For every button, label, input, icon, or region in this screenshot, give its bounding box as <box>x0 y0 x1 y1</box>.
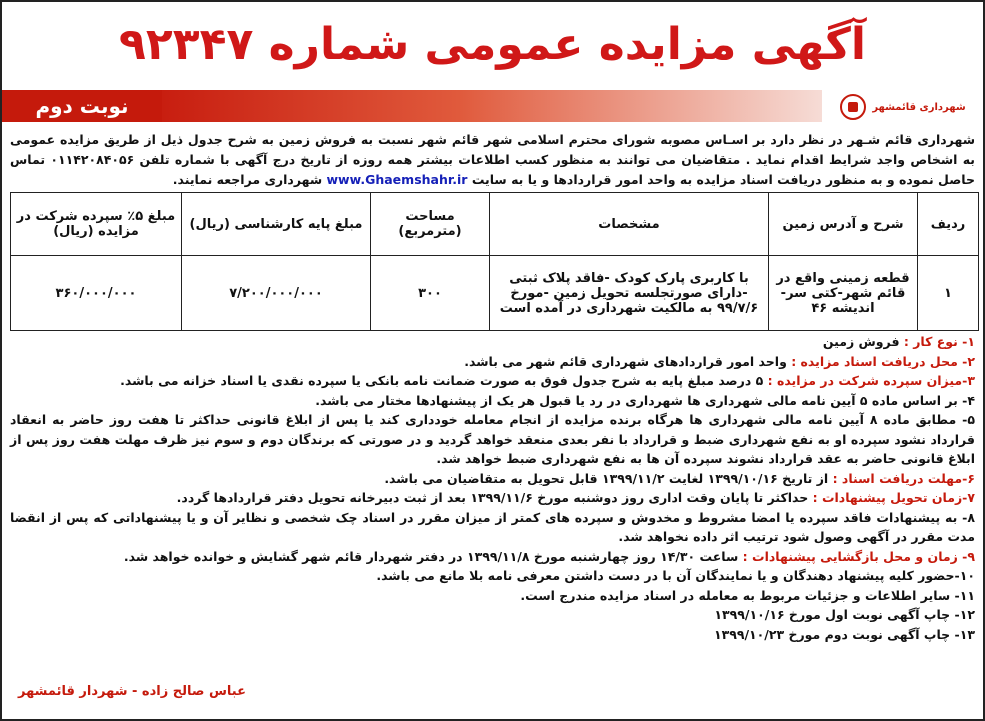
col-area: مساحت (مترمربع) <box>371 193 490 256</box>
mayor-signature: عباس صالح زاده - شهردار قائمشهر <box>18 684 246 699</box>
item-text: ۱۲- چاپ آگهی نوبت اول مورخ ۱۳۹۹/۱۰/۱۶ <box>714 607 975 622</box>
cell-base-price: ۷/۲۰۰/۰۰۰/۰۰۰ <box>182 256 371 331</box>
municipality-logo <box>828 86 978 128</box>
notice-round-badge: نوبت دوم <box>2 90 162 122</box>
item-text: ۵ درصد مبلغ پایه به شرح جدول فوق به صورت ضمانت نامه بانکی یا سپرده نقدی یا اسناد خزانه می باشد. <box>120 373 764 388</box>
item-text: از تاریخ ۱۳۹۹/۱۰/۱۶ لغایت ۱۳۹۹/۱۱/۲ قابل تحویل به متقاضیان می باشد. <box>384 470 829 486</box>
item-label: ۶-مهلت دریافت اسناد : <box>832 470 975 486</box>
list-item <box>10 547 975 567</box>
item-text: ۸- به پیشنهادات فاقد سپرده یا امضا مشروط و مخدوش و سپرده های کمتر از میزان مقرر در اسناد چک شخصی و نظایر آن و یا پیشنهاداتی که پس از انقضا مدت مقرر در آگهی وصول شود ترتیب اثر داده نخواهد شد. <box>10 509 975 544</box>
item-label: ۲- محل دریافت اسناد مزایده : <box>791 353 975 369</box>
item-text: حداکثر تا پایان وقت اداری روز دوشنبه مورخ ۱۳۹۹/۱۱/۶ بعد از ثبت دبیرخانه تحویل دفتر قراردادها گردد. <box>176 490 809 505</box>
col-specs: مشخصات <box>490 193 769 256</box>
list-item <box>10 508 975 547</box>
col-deposit: مبلغ ۵٪ سپرده شرکت در مزایده (ریال) <box>11 193 182 256</box>
cell-specs: با کاربری پارک کودک -فاقد پلاک ثبتی -دارای صورتجلسه تحویل زمین -مورخ ۹۹/۷/۶ به مالکیت شهرداری در آمده است <box>490 256 769 331</box>
list-item <box>10 605 975 625</box>
cell-deposit: ۳۶۰/۰۰۰/۰۰۰ <box>11 256 182 331</box>
land-table <box>10 192 979 331</box>
item-label: ۹- زمان و محل بازگشایی پیشنهادات : <box>742 548 975 564</box>
col-address: شرح و آدرس زمین <box>769 193 918 256</box>
table-row <box>11 256 979 331</box>
list-item <box>10 371 975 391</box>
item-text: فروش زمین <box>822 334 900 349</box>
item-text: ۵- مطابق ماده ۸ آیین نامه مالی شهرداری ها هرگاه برنده مزایده از انجام معامله خودداری کند یا پس از ابلاغ قانونی حداکثر تا هفت روز حاضر به انعقاد قرارداد نشود سپرده او به نفع شهرداری ضبط و قرارداد با نفر بعدی منعقد خواهد گردید و در صورتی که برندگان دوم و سوم نیز ظرف مهلت هفت روز پس از ابلاغ قانونی حاضر به عقد قرارداد نشوند سپرده آن ها به نفع شهرداری ضبط خواهد شد. <box>10 412 975 466</box>
website-link[interactable]: www.Ghaemshahr.ir <box>326 172 468 187</box>
item-text: ساعت ۱۴/۳۰ روز چهارشنبه مورخ ۱۳۹۹/۱۱/۸ در دفتر شهردار قائم شهر گشایش و خوانده خواهد شد. <box>123 548 739 564</box>
list-item <box>10 352 975 372</box>
list-item <box>10 410 975 469</box>
list-item <box>10 332 975 352</box>
list-item <box>10 566 975 586</box>
list-item <box>10 625 975 645</box>
cell-area: ۳۰۰ <box>371 256 490 331</box>
col-row: ردیف <box>918 193 979 256</box>
list-item <box>10 586 975 606</box>
item-text: ۴- بر اساس ماده ۵ آیین نامه مالی شهرداری ها شهرداری در رد یا قبول هر یک از پیشنهادها مختار می باشد. <box>315 392 975 408</box>
municipality-emblem-icon <box>840 94 866 120</box>
item-text: ۱۳- چاپ آگهی نوبت دوم مورخ ۱۳۹۹/۱۰/۲۳ <box>713 626 975 642</box>
intro-text: شهرداری قائم شـهر در نظر دارد بر اسـاس مصوبه شورای محترم اسلامی شهر قائم شهر نسبت به فروش زمین به شرح جدول ذیل از طریق مزایده عمومی به اشخاص واجد شرایط اقدام نماید . متقاضیان می توانند به منظور کسب اطلاعات بیشتر همه روزه از تاریخ درج آگهی با شماره تلفن ۰۱۱۴۲۰۸۴۰۵۶ تماس حاصل نموده و به منظور دریافت اسناد مزایده به واحد امور قراردادها و یا به سایت <box>10 132 975 187</box>
list-item <box>10 469 975 489</box>
header-banner <box>162 90 822 122</box>
conditions-list <box>10 332 975 644</box>
table-header-row <box>11 193 979 256</box>
intro-paragraph <box>10 130 975 190</box>
item-text: ۱۰-حضور کلیه پیشنهاد دهندگان و یا نمایندگان آن با در دست داشتن معرفی نامه بلا مانع می باشد. <box>376 568 975 583</box>
page-title: آگهی مزایده عمومی شماره ۹۲۳۴۷ <box>119 19 866 70</box>
item-text: ۱۱- سایر اطلاعات و جزئیات مربوط به معامله در اسناد مزایده مندرج است. <box>520 587 975 603</box>
list-item <box>10 488 975 508</box>
logo-text: شهرداری قائمشهر <box>872 101 966 113</box>
col-base-price: مبلغ پایه کارشناسی (ریال) <box>182 193 371 256</box>
item-label: ۳-میزان سپرده شرکت در مزایده : <box>767 373 975 388</box>
cell-address: قطعه زمینی واقع در قائم شهر-کتی سر-اندیشه ۴۶ <box>769 256 918 331</box>
cell-row: ۱ <box>918 256 979 331</box>
item-label: ۱- نوع کار : <box>903 334 975 349</box>
intro-tail: شهرداری مراجعه نمایند. <box>172 172 323 187</box>
item-label: ۷-زمان تحویل پیشنهادات : <box>812 490 975 505</box>
list-item <box>10 391 975 411</box>
item-text: واحد امور قراردادهای شهرداری قائم شهر می باشد. <box>464 353 787 369</box>
